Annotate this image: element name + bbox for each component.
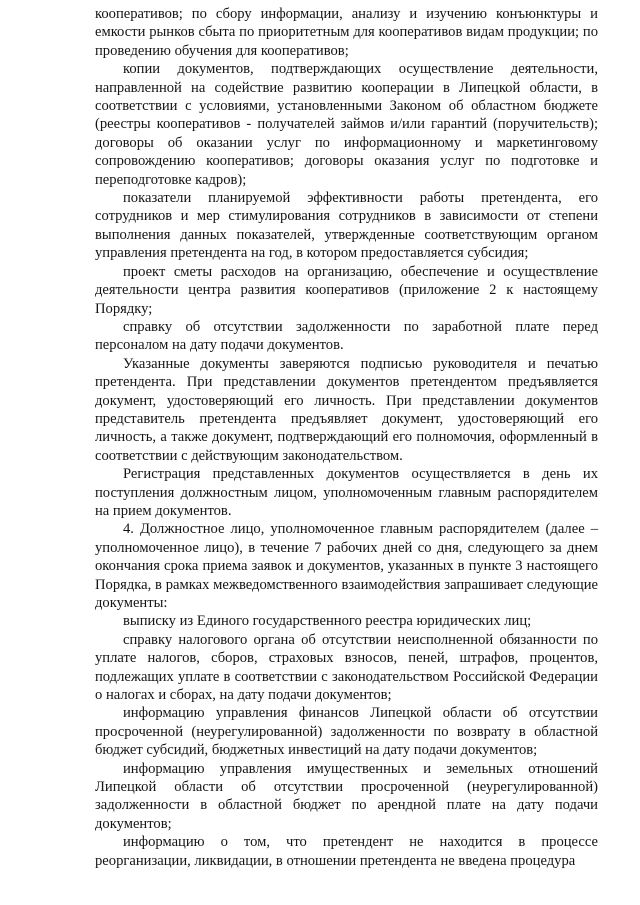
paragraph: справку налогового органа об отсутствии неисполненной обязанности по уплате налогов, сборов, страховых взносов, пеней, штрафов, процентов, подлежащих уплате в соответствии с законодательством Российской Федерации о налогах и сборах, на дату подачи документов; [95,631,598,704]
paragraph: 4. Должностное лицо, уполномоченное главным распорядителем (далее – уполномоченное лицо), в течение 7 рабочих дней со дня, следующего за днем окончания срока приема заявок и документов, указанных в пункте 3 настоящего Порядка, в рамках межведомственного взаимодействия запрашивает следующие документы: [95,521,598,611]
paragraph: показатели планируемой эффективности работы претендента, его сотрудников и мер стимулирования сотрудников в зависимости от степени выполнения данных показателей, утвержденные соответствующим органом управления претендента на год, в котором предоставляется субсидия; [95,190,598,262]
paragraph: справку об отсутствии задолженности по заработной плате перед персоналом на дату подачи документов. [95,318,598,354]
paragraph: кооперативов; по сбору информации, анализу и изучению конъюнктуры и емкости рынков сбыта по приоритетным для кооперативов видам продукции; по проведению обучения для кооперативов; [95,6,598,59]
paragraph: копии документов, подтверждающих осуществление деятельности, направленной на содействие развитию кооперации в Липецкой области, в соответствии с условиями, установленными Законом об областном бюджете (реестры кооперативов - получателей займов и/или гарантий (поручительств); договоры об оказании услуг по информационному и маркетинговому сопровождению кооперативов; договоры оказания услуг по подготовке и переподготовке кадров); [95,61,598,188]
paragraph: проект сметы расходов на организацию, обеспечение и осуществление деятельности центра развития кооперативов (приложение 2 к настоящему Порядку; [95,263,598,317]
document-body [95,5,598,870]
paragraph: Указанные документы заверяются подписью руководителя и печатью претендента. При представлении документов претендентом предъявляется документ, удостоверяющий его личность. При представлении документов представитель претендента предъявляет документ, удостоверяющий его личность, а также документ, подтверждающий его полномочия, оформленный в соответствии с действующим законодательством. [95,355,598,464]
paragraph: информацию о том, что претендент не находится в процессе реорганизации, ликвидации, в отношении претендента не введена процедура [95,834,598,869]
paragraph: информацию управления финансов Липецкой области об отсутствии просроченной (неурегулированной) задолженности по возврату в областной бюджет субсидий, бюджетных инвестиций на дату подачи документов; [95,705,598,759]
paragraph: Регистрация представленных документов осуществляется в день их поступления должностным лицом, уполномоченным главным распорядителем на прием документов. [95,466,598,519]
paragraph: информацию управления имущественных и земельных отношений Липецкой области об отсутствии просроченной (неурегулированной) задолженности в областной бюджет по арендной плате на дату подачи документов; [95,760,598,832]
paragraph: выписку из Единого государственного реестра юридических лиц; [123,613,532,630]
